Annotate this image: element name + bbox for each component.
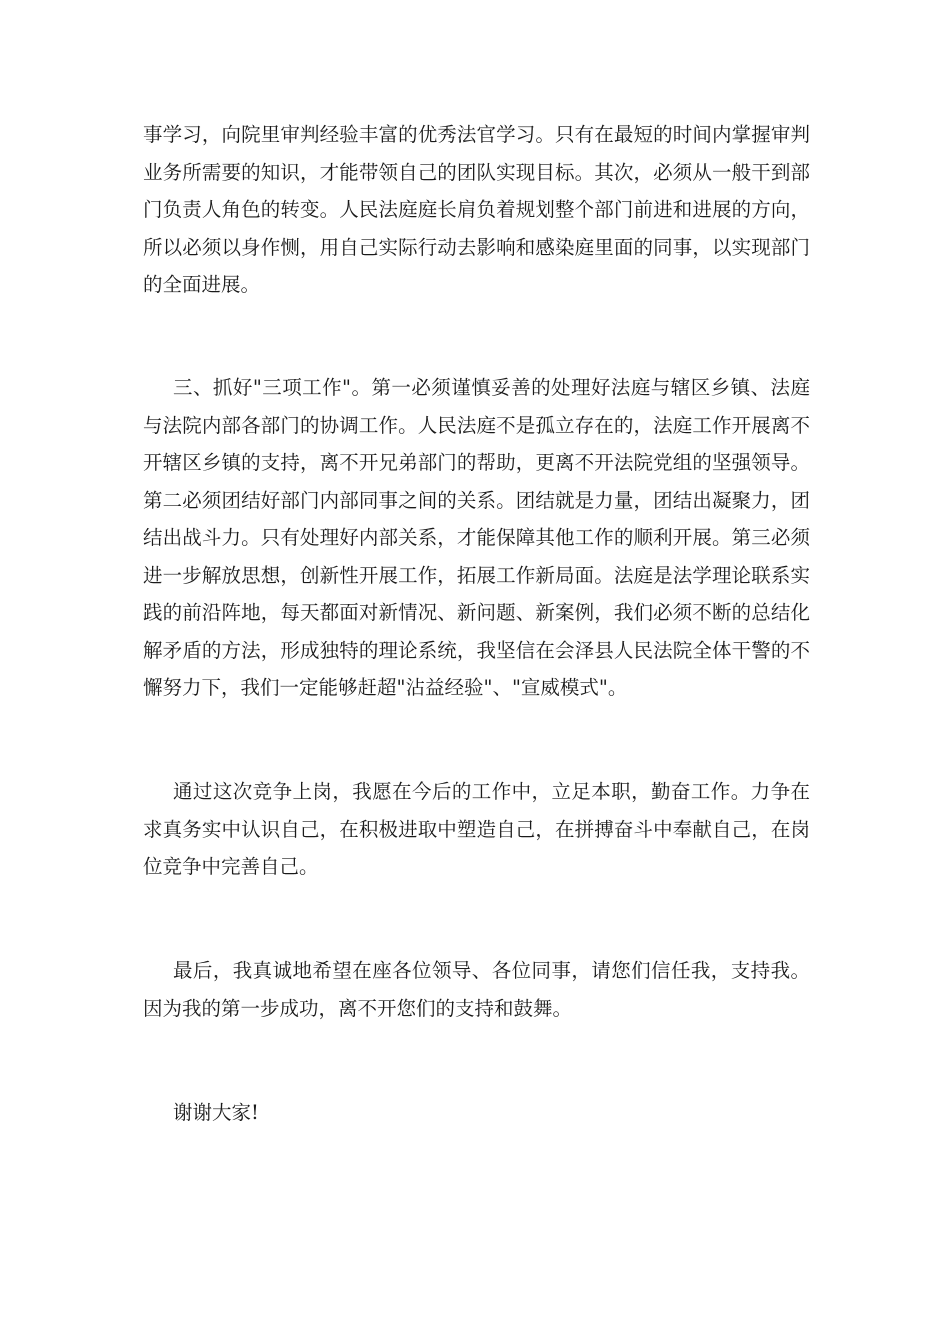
paragraph-commitment: 通过这次竞争上岗，我愿在今后的工作中，立足本职，勤奋工作。力争在求真务实中认识自己，在积极进取中塑造自己，在拼搏奋斗中奉献自己，在岗位竞争中完善自己。 <box>143 780 810 878</box>
paragraph-continuation: 事学习，向院里审判经验丰富的优秀法官学习。只有在最短的时间内掌握审判业务所需要的知识，才能带领自己的团队实现目标。其次，必须从一般干到部门负责人角色的转变。人民法庭庭长肩负着规划整个部门前进和进展的方向，所以必须以身作恻，用自己实际行动去影响和感染庭里面的同事，以实现部门的全面进展。 <box>143 123 810 296</box>
paragraph-thanks: 谢谢大家! <box>173 1101 259 1124</box>
paragraph-three-tasks: 三、抓好"三项工作"。第一必须谨慎妥善的处理好法庭与辖区乡镇、法庭与法院内部各部门的协调工作。人民法庭不是孤立存在的，法庭工作开展离不开辖区乡镇的支持，离不开兄弟部门的帮助，更离不开法院党组的坚强领导。第二必须团结好部门内部同事之间的关系。团结就是力量，团结出凝聚力，团结出战斗力。只有处理好内部关系，才能保障其他工作的顺利开展。第三必须进一步解放思想，创新性开展工作，拓展工作新局面。法庭是法学理论联系实践的前沿阵地，每天都面对新情况、新问题、新案例，我们必须不断的总结化解矛盾的方法，形成独特的理论系统，我坚信在会泽县人民法院全体干警的不懈努力下，我们一定能够赶超"沾益经验"、"宣威模式"。 <box>143 376 810 699</box>
paragraph-closing-request: 最后，我真诚地希望在座各位领导、各位同事，请您们信任我，支持我。因为我的第一步成功，离不开您们的支持和鼓舞。 <box>143 959 810 1020</box>
